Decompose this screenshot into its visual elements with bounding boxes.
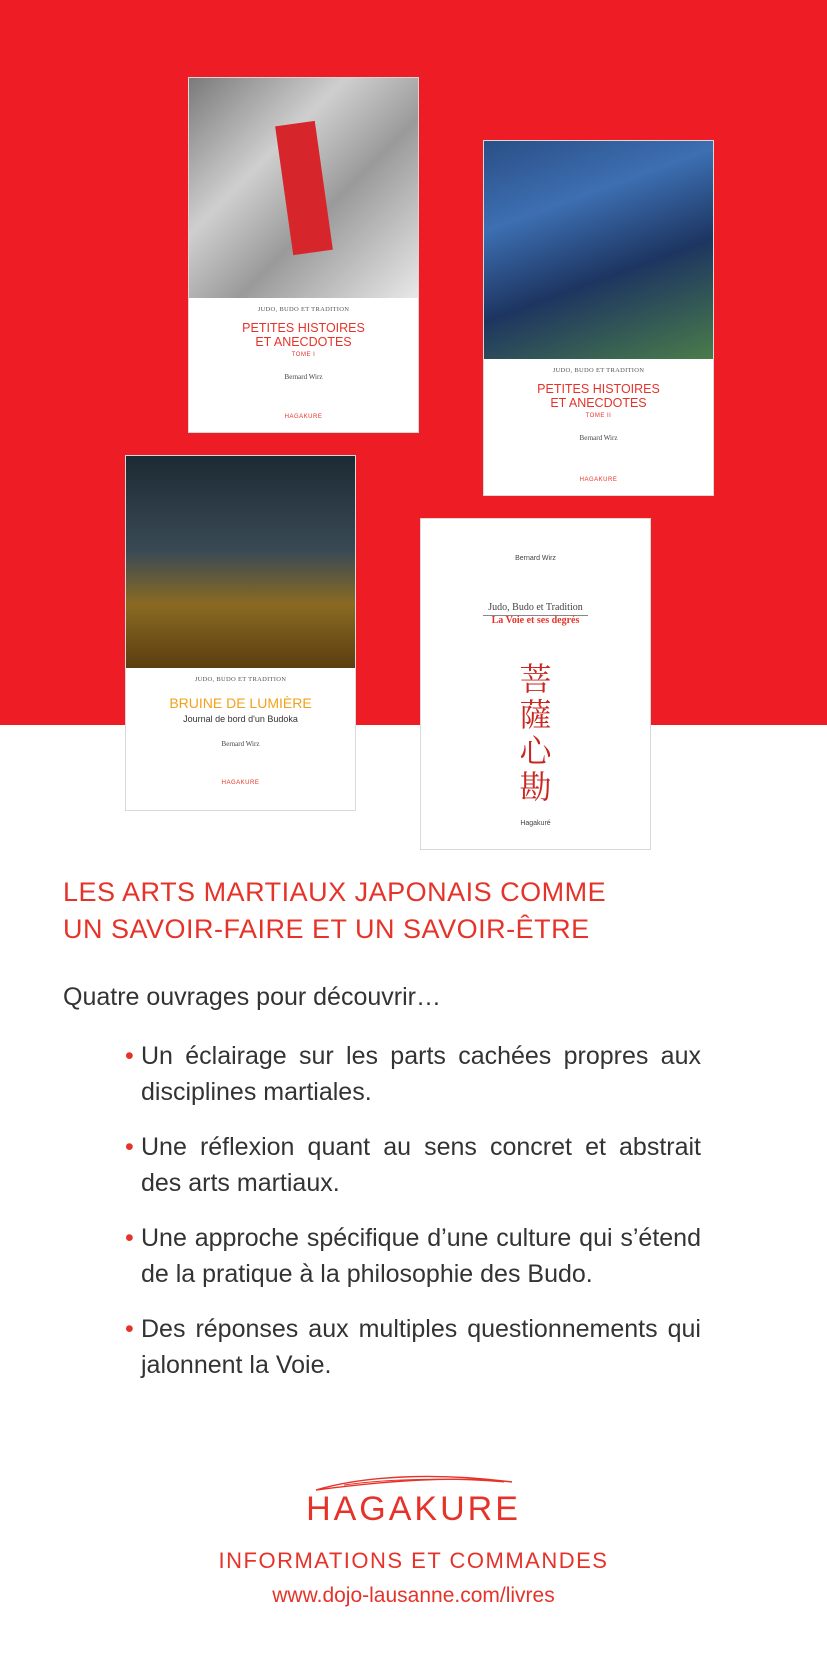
book-subtitle: Journal de bord d'un Budoka [183,714,298,724]
book-publisher: Hagakuré [520,820,551,827]
book-cover-tome-2 [484,141,713,495]
book-title-line2: ET ANECDOTES [550,396,647,410]
main-heading [63,874,783,948]
book-author: Bernard Wirz [221,740,260,748]
book-tome: TOME II [585,413,612,419]
brand-name: HAGAKURE [306,1490,521,1528]
info-orders: INFORMATIONS ET COMMANDES [218,1548,609,1573]
list-item: • Une approche spécifique d’une culture qui s’étend de la pratique à la philosophie des Budo. [125,1220,701,1292]
book-publisher: HAGAKURE [284,414,323,420]
book-series: JUDO, BUDO ET TRADITION [257,306,350,313]
website-link[interactable]: www.dojo-lausanne.com/livres [272,1584,555,1607]
judo-belt-photo [189,78,418,298]
book-series: Judo, Budo et Tradition [488,602,583,613]
book-cover-bruine-de-lumiere [126,456,355,810]
book-cover-tome-1 [189,78,418,432]
kanji-char-3: 心 [519,732,552,770]
hakama-photo [484,141,713,359]
book-publisher: HAGAKURE [221,780,260,786]
intro-text: Quatre ouvrages pour découvrir… [63,983,441,1011]
heading-line-1: LES ARTS MARTIAUX JAPONAIS COMME [63,877,607,907]
book-author: Bernard Wirz [515,555,556,562]
book-title-line2: ET ANECDOTES [255,335,352,349]
book-series: JUDO, BUDO ET TRADITION [194,676,287,683]
night-sky-photo [126,456,355,668]
list-item: • Un éclairage sur les parts cachées propres aux disciplines martiales. [125,1038,701,1110]
kanji-char-1: 菩 [519,660,552,698]
list-item: • Une réflexion quant au sens concret et abstrait des arts martiaux. [125,1129,701,1201]
kanji-char-4: 勘 [519,768,552,806]
book-author: Bernard Wirz [579,434,618,442]
bullet-icon: • [125,1042,134,1070]
benefits-list [125,1038,701,1402]
book-tome: TOME I [291,352,316,358]
heading-line-2: UN SAVOIR-FAIRE ET UN SAVOIR-ÊTRE [63,914,590,944]
book-title: BRUINE DE LUMIÈRE [169,695,312,711]
hagakure-logo [230,1472,597,1529]
book-publisher: HAGAKURE [579,477,618,483]
bullet-icon: • [125,1315,134,1343]
book-series: JUDO, BUDO ET TRADITION [552,367,645,374]
book-title: La Voie et ses degrés [491,615,580,626]
book-cover-la-voie [421,519,650,849]
list-item: • Des réponses aux multiples questionnements qui jalonnent la Voie. [125,1311,701,1383]
red-belt-shape [275,121,333,255]
book-author: Bernard Wirz [284,373,323,381]
book-title-line1: PETITES HISTOIRES [242,321,365,335]
bullet-icon: • [125,1224,134,1252]
book-title-line1: PETITES HISTOIRES [537,382,660,396]
bullet-icon: • [125,1133,134,1161]
kanji-char-2: 薩 [519,696,552,734]
